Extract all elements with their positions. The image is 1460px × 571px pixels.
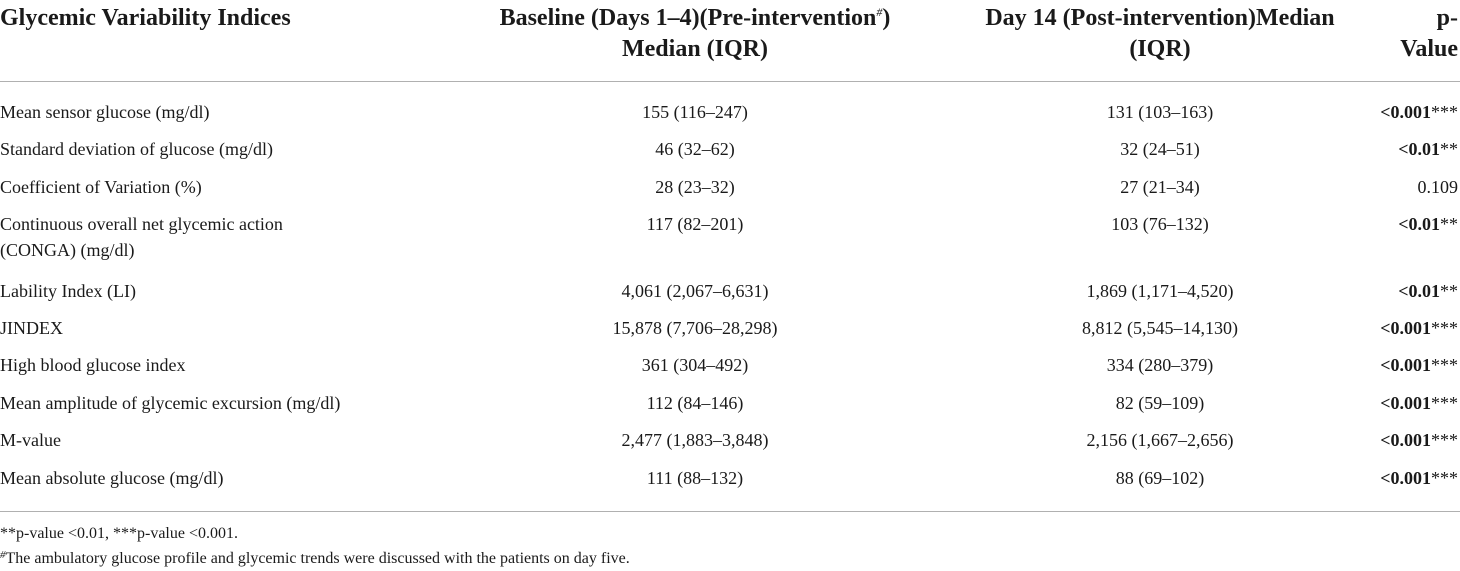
- row-day14: 103 (76–132): [1111, 214, 1209, 234]
- header-p-line1: p-: [1436, 5, 1458, 31]
- p-value-number: <0.01: [1398, 139, 1440, 159]
- row-label-line1: Mean amplitude of glycemic excursion (mg/dl): [0, 393, 341, 413]
- significance-stars: **: [1440, 281, 1458, 301]
- row-day14: 131 (103–163): [1106, 102, 1214, 122]
- footnote-intervention: [0, 549, 630, 569]
- row-baseline: 117 (82–201): [646, 214, 744, 234]
- header-baseline-mark: #: [876, 5, 883, 19]
- row-label: [0, 427, 420, 453]
- row-baseline: 4,061 (2,067–6,631): [621, 281, 769, 301]
- row-p-value: [1360, 315, 1458, 341]
- row-label: [0, 211, 420, 263]
- row-label: [0, 136, 420, 162]
- row-day14: 32 (24–51): [1120, 139, 1200, 159]
- header-day14: [960, 3, 1360, 65]
- header-baseline-line1: Baseline (Days 1–4)(Pre-intervention: [499, 5, 877, 31]
- header-divider: [0, 81, 1460, 82]
- significance-stars: ***: [1431, 355, 1458, 375]
- footnote-mark: #: [0, 549, 6, 561]
- header-baseline: [470, 3, 920, 65]
- significance-stars: ***: [1431, 318, 1458, 338]
- p-value-number: <0.01: [1398, 214, 1440, 234]
- row-day14: 2,156 (1,667–2,656): [1086, 430, 1234, 450]
- p-value-number: <0.001: [1380, 102, 1431, 122]
- footnote-significance: **p-value <0.01, ***p-value <0.001.: [0, 525, 238, 542]
- row-p-value: [1360, 211, 1458, 237]
- header-indices: Glycemic Variability Indices: [0, 5, 291, 31]
- footnote-text: The ambulatory glucose profile and glycemic trends were discussed with the patients on day five.: [5, 550, 630, 567]
- row-day14: 1,869 (1,171–4,520): [1086, 281, 1234, 301]
- significance-stars: **: [1440, 139, 1458, 159]
- row-label: [0, 99, 420, 125]
- row-label-line1: Standard deviation of glucose (mg/dl): [0, 139, 273, 159]
- row-label: [0, 352, 420, 378]
- row-label-line2: (CONGA) (mg/dl): [0, 240, 135, 260]
- row-baseline: 361 (304–492): [641, 355, 749, 375]
- row-p-value: [1360, 174, 1458, 200]
- row-label-line1: JINDEX: [0, 318, 63, 338]
- row-label: [0, 390, 420, 416]
- significance-stars: ***: [1431, 468, 1458, 488]
- row-day14: 82 (59–109): [1115, 393, 1205, 413]
- header-baseline-line2: Median (IQR): [622, 36, 768, 62]
- header-day14-line2: (IQR): [1129, 36, 1191, 62]
- table-header: [0, 0, 1460, 80]
- row-baseline: 2,477 (1,883–3,848): [621, 430, 769, 450]
- p-value-number: 0.109: [1417, 177, 1458, 197]
- p-value-number: <0.01: [1398, 281, 1440, 301]
- row-label-line1: Mean sensor glucose (mg/dl): [0, 102, 210, 122]
- row-label-line1: Mean absolute glucose (mg/dl): [0, 468, 224, 488]
- row-p-value: [1360, 427, 1458, 453]
- header-p-value: [1372, 3, 1458, 65]
- p-value-number: <0.001: [1380, 468, 1431, 488]
- p-value-number: <0.001: [1380, 430, 1431, 450]
- significance-stars: ***: [1431, 430, 1458, 450]
- row-baseline: 15,878 (7,706–28,298): [612, 318, 778, 338]
- row-p-value: [1360, 99, 1458, 125]
- row-p-value: [1360, 278, 1458, 304]
- row-label-line1: Continuous overall net glycemic action: [0, 214, 283, 234]
- row-label: [0, 315, 420, 341]
- row-p-value: [1360, 390, 1458, 416]
- row-day14: 27 (21–34): [1120, 177, 1200, 197]
- row-label-line1: High blood glucose index: [0, 355, 186, 375]
- row-baseline: 112 (84–146): [646, 393, 744, 413]
- p-value-number: <0.001: [1380, 355, 1431, 375]
- row-label: [0, 278, 420, 304]
- row-baseline: 111 (88–132): [646, 468, 744, 488]
- row-day14: 334 (280–379): [1106, 355, 1214, 375]
- header-p-line2: Value: [1400, 36, 1458, 62]
- row-label: [0, 174, 420, 200]
- significance-stars: **: [1440, 214, 1458, 234]
- row-label-line1: Coefficient of Variation (%): [0, 177, 202, 197]
- row-label-line1: Lability Index (LI): [0, 281, 136, 301]
- row-p-value: [1360, 352, 1458, 378]
- header-day14-line1: Day 14 (Post-intervention)Median: [985, 5, 1335, 31]
- row-baseline: 155 (116–247): [642, 102, 748, 122]
- significance-stars: ***: [1431, 102, 1458, 122]
- row-day14: 88 (69–102): [1115, 468, 1205, 488]
- row-label: [0, 465, 420, 491]
- p-value-number: <0.001: [1380, 393, 1431, 413]
- table-bottom-divider: [0, 511, 1460, 512]
- row-baseline: 28 (23–32): [655, 177, 735, 197]
- row-day14: 8,812 (5,545–14,130): [1082, 318, 1238, 338]
- row-label-line1: M-value: [0, 430, 61, 450]
- row-baseline: 46 (32–62): [655, 139, 735, 159]
- significance-stars: ***: [1431, 393, 1458, 413]
- header-baseline-line1-end: ): [882, 5, 891, 31]
- row-p-value: [1360, 136, 1458, 162]
- p-value-number: <0.001: [1380, 318, 1431, 338]
- row-p-value: [1360, 465, 1458, 491]
